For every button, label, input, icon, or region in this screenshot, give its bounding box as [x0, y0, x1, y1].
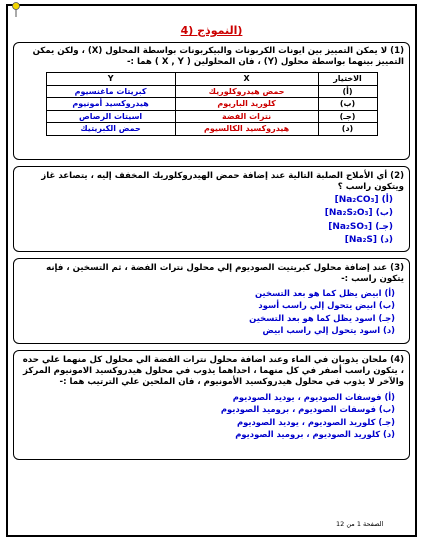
- table-header-row: [46, 73, 377, 86]
- question-4-box: [13, 350, 410, 460]
- table-header: Y: [46, 73, 175, 86]
- option-label[interactable]: (جـ): [318, 110, 377, 123]
- option-a[interactable]: (أ) فوسفات الصوديوم ، يوديد الصوديوم: [232, 392, 395, 402]
- question-3-options: [14, 287, 409, 337]
- option-label[interactable]: (د): [318, 123, 377, 136]
- question-1-text: (1) لا يمكن التمييز بين ايونات الكربونات والبيكربونات بواسطة المحلول (X) ، ولكن يمكن التمييز بينهما بواسطة محلول (Y) ، فان المحلولين ( X , Y ) هما :-: [32, 46, 404, 67]
- table-row: [46, 123, 377, 136]
- option-b[interactable]: (ب) ابيض يتحول إلي راسب أسود: [258, 300, 395, 311]
- question-4-text: (4) ملحان يذوبان في الماء وعند اضافة محلول نترات الفضة الي محلول كل منهما علي حده ، يتكون راسب أصفر في كل منهما ، احداهما يذوب في محلول هيدروكسيد الامونيوم المركز والآخر لا يذوب في محلول هيدروكسيد الأمونيوم ، فان الملحين علي الترتيب هما :-: [22, 355, 404, 387]
- question-2-box: [13, 166, 410, 252]
- option-c[interactable]: (جـ) كلوريد الصوديوم ، يوديد الصوديوم: [236, 416, 395, 427]
- option-x: حمض هيدروكلوريك: [175, 85, 318, 98]
- question-3-text: (3) عند إضافة محلول كبريتيت الصوديوم إلي محلول نترات الفضة ، ثم التسخين ، فإنه يتكون راسب :-: [46, 263, 404, 284]
- option-c[interactable]: (جـ) اسود يظل كما هو بعد التسخين: [249, 312, 395, 323]
- option-x: كلوريد الباريوم: [175, 98, 318, 111]
- option-y: كبريتات ماغنسيوم: [46, 85, 175, 98]
- table-row: [46, 98, 377, 111]
- page-title: (النموذج (4: [180, 24, 243, 37]
- option-y: حمض الكبريتيك: [46, 123, 175, 136]
- option-x: هيدروكسيد الكالسيوم: [175, 123, 318, 136]
- option-a[interactable]: (أ) [Na₂CO₃]: [334, 195, 393, 205]
- option-d[interactable]: (د) كلوريد الصوديوم ، بروميد الصوديوم: [235, 429, 395, 440]
- question-2-options: [14, 194, 409, 247]
- option-x: نترات الفضة: [175, 110, 318, 123]
- table-row: [46, 85, 377, 98]
- option-label[interactable]: (ب): [318, 98, 377, 111]
- option-b[interactable]: (ب) فوسفات الصوديوم ، بروميد الصوديوم: [220, 404, 395, 415]
- table-header: الاختيار: [318, 73, 377, 86]
- question-2-text: (2) أي الأملاح الصلبة التالية عند إضافة حمض الهيدروكلوريك المخفف إليه ، يتصاعد غاز ويتكون راسب ؟: [41, 171, 404, 192]
- option-y: هيدروكسيد أمونيوم: [46, 98, 175, 111]
- page-number: الصفحة 1 من 12: [336, 520, 384, 528]
- option-a[interactable]: (أ) ابيض يظل كما هو بعد التسخين: [254, 288, 395, 298]
- option-c[interactable]: (جـ) [Na₂SO₃]: [328, 221, 393, 232]
- option-y: اسيتات الرصاص: [46, 110, 175, 123]
- table-header: X: [175, 73, 318, 86]
- table-row: [46, 110, 377, 123]
- pushpin-icon: [10, 2, 22, 18]
- question-3-box: [13, 258, 410, 344]
- option-d[interactable]: (د) [Na₂S]: [344, 234, 393, 245]
- question-4-options: [14, 391, 409, 441]
- option-b[interactable]: (ب) [Na₂S₂O₃]: [324, 208, 393, 219]
- question-1-box: [13, 42, 410, 160]
- question-1-table: [46, 72, 378, 136]
- option-d[interactable]: (د) اسود يتحول إلي راسب ابيض: [262, 325, 395, 336]
- option-label[interactable]: (أ): [318, 85, 377, 98]
